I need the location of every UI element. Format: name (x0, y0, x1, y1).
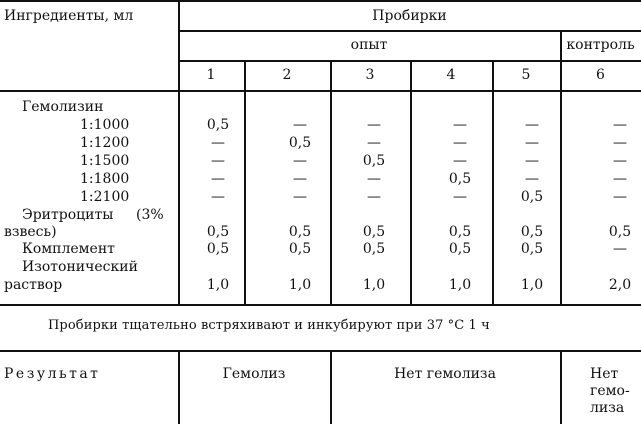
cell-dilution-2-tube-4: — (453, 135, 467, 151)
erythrocytes-percent: (3% (136, 207, 164, 223)
column-divider-5 (492, 60, 494, 304)
column-divider-2 (244, 60, 246, 304)
column-divider-4 (410, 60, 412, 304)
cell-dilution-4-tube-4: 0,5 (448, 171, 472, 187)
erythrocytes-label-2: взвесь) (4, 224, 57, 240)
control-header: контроль (566, 37, 635, 53)
result-divider-1 (178, 350, 180, 424)
cell-isotonic-tube-6: 2,0 (608, 277, 632, 293)
incubation-note: Пробирки тщательно встряхивают и инкубируют при 37 °С 1 ч (48, 318, 490, 333)
cell-dilution-1-tube-2: — (293, 117, 307, 133)
cell-dilution-5-tube-1: — (211, 189, 225, 205)
cell-dilution-2-tube-3: — (367, 135, 381, 151)
cell-dilution-1-tube-4: — (453, 117, 467, 133)
dilution-label-5: 1:2100 (80, 189, 130, 205)
cell-isotonic-tube-2: 1,0 (288, 277, 312, 293)
cell-dilution-3-tube-6: — (613, 153, 627, 169)
tube-number-2: 2 (282, 67, 292, 83)
cell-erythrocytes-tube-3: 0,5 (362, 224, 386, 240)
cell-dilution-5-tube-3: — (367, 189, 381, 205)
cell-dilution-4-tube-1: — (211, 171, 225, 187)
result-hemolysis: Гемолиз (222, 366, 286, 382)
cell-complement-tube-5: 0,5 (520, 241, 544, 257)
table-top-rule (0, 0, 641, 2)
cell-complement-tube-2: 0,5 (288, 241, 312, 257)
cell-dilution-3-tube-1: — (211, 153, 225, 169)
cell-complement-tube-3: 0,5 (362, 241, 386, 257)
result-no-hemolysis: Нет гемолиза (394, 366, 496, 382)
cell-dilution-2-tube-5: — (525, 135, 539, 151)
result-control-line2: гемо- (590, 383, 630, 399)
cell-erythrocytes-tube-1: 0,5 (206, 224, 230, 240)
cell-dilution-2-tube-1: — (211, 135, 225, 151)
cell-dilution-3-tube-2: — (293, 153, 307, 169)
cell-dilution-2-tube-2: 0,5 (288, 135, 312, 151)
cell-isotonic-tube-5: 1,0 (520, 277, 544, 293)
tube-number-1: 1 (206, 67, 216, 83)
dilution-label-2: 1:1200 (80, 135, 130, 151)
cell-dilution-5-tube-6: — (613, 189, 627, 205)
table-bottom-rule (0, 304, 641, 306)
cell-erythrocytes-tube-5: 0,5 (520, 224, 544, 240)
cell-dilution-3-tube-3: 0,5 (362, 153, 386, 169)
cell-isotonic-tube-3: 1,0 (362, 277, 386, 293)
isotonic-label: Изотонический (22, 259, 138, 275)
isotonic-label-2: раствор (4, 277, 63, 293)
cell-erythrocytes-tube-6: 0,5 (608, 224, 632, 240)
cell-dilution-3-tube-5: — (525, 153, 539, 169)
cell-dilution-4-tube-6: — (613, 171, 627, 187)
result-label: Результат (4, 366, 101, 382)
cell-complement-tube-1: 0,5 (206, 241, 230, 257)
tube-number-6: 6 (596, 67, 605, 83)
cell-dilution-4-tube-5: — (525, 171, 539, 187)
cell-complement-tube-6: — (613, 241, 627, 257)
column-divider-3 (330, 60, 332, 304)
experiment-header: опыт (350, 37, 388, 53)
dilution-label-3: 1:1500 (80, 153, 130, 169)
tubes-header-rule (178, 30, 641, 32)
cell-dilution-2-tube-6: — (613, 135, 627, 151)
cell-isotonic-tube-4: 1,0 (448, 277, 472, 293)
result-top-rule (0, 350, 641, 352)
cell-dilution-1-tube-6: — (613, 117, 627, 133)
cell-dilution-4-tube-2: — (293, 171, 307, 187)
result-divider-2 (330, 350, 332, 424)
tubes-header: Пробирки (372, 8, 447, 24)
cell-dilution-1-tube-1: 0,5 (206, 117, 230, 133)
cell-dilution-1-tube-5: — (525, 117, 539, 133)
header-bottom-rule (0, 90, 641, 92)
tube-number-4: 4 (446, 67, 456, 83)
hemolysin-label: Гемолизин (22, 99, 104, 115)
cell-complement-tube-4: 0,5 (448, 241, 472, 257)
cell-dilution-5-tube-4: — (453, 189, 467, 205)
cell-dilution-5-tube-2: — (293, 189, 307, 205)
cell-erythrocytes-tube-2: 0,5 (288, 224, 312, 240)
ingredients-header: Ингредиенты, мл (4, 8, 134, 24)
tube-number-3: 3 (365, 67, 375, 83)
erythrocytes-label: Эритроциты (22, 207, 114, 223)
cell-dilution-1-tube-3: — (367, 117, 381, 133)
cell-erythrocytes-tube-4: 0,5 (448, 224, 472, 240)
complement-label: Комплемент (22, 241, 115, 257)
result-control-line1: Нет (590, 366, 619, 382)
cell-isotonic-tube-1: 1,0 (206, 277, 230, 293)
dilution-label-1: 1:1000 (80, 117, 130, 133)
result-divider-3 (560, 350, 562, 424)
tube-number-5: 5 (521, 67, 531, 83)
cell-dilution-4-tube-3: — (367, 171, 381, 187)
cell-dilution-5-tube-5: 0,5 (520, 189, 544, 205)
dilution-label-4: 1:1800 (80, 171, 130, 187)
result-control-line3: лиза (590, 400, 625, 416)
cell-dilution-3-tube-4: — (453, 153, 467, 169)
